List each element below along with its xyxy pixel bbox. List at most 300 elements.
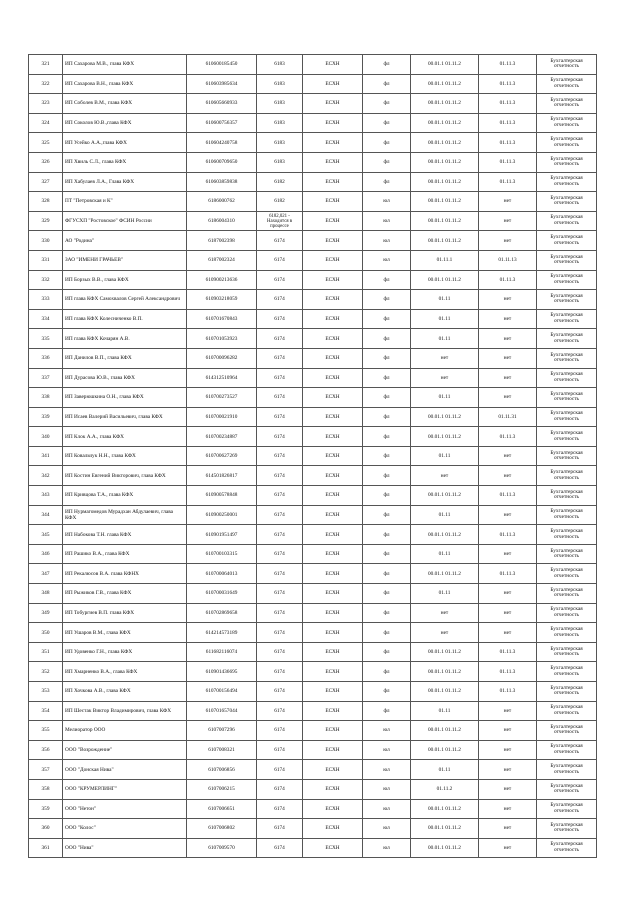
tax-regime-cell: ЕСХН <box>303 721 363 741</box>
inn-cell: 6187002398 <box>187 231 257 251</box>
table-row <box>29 211 597 231</box>
reporting-cell: Бухгалтерская отчетность <box>537 505 597 525</box>
organization-name-cell: ИП Сахарова В.Н., глава КФХ <box>63 74 187 94</box>
code-cell: 6183 <box>257 113 303 133</box>
code-cell: 6174 <box>257 466 303 486</box>
okved-secondary-cell: нет <box>479 623 537 643</box>
reporting-cell: Бухгалтерская отчетность <box>537 779 597 799</box>
inn-cell: 610701657044 <box>187 701 257 721</box>
code-cell: 6174 <box>257 662 303 682</box>
reporting-cell: Бухгалтерская отчетность <box>537 113 597 133</box>
tax-regime-cell: ЕСХН <box>303 662 363 682</box>
organization-name-cell: ИП Рашико В.А., глава КФХ <box>63 544 187 564</box>
tax-regime-cell: ЕСХН <box>303 172 363 192</box>
okved-secondary-cell: нет <box>479 211 537 231</box>
inn-cell: 610700234887 <box>187 427 257 447</box>
inn-cell: 611682116074 <box>187 642 257 662</box>
entity-type-cell: фл <box>363 329 411 349</box>
okved-secondary-cell: нет <box>479 779 537 799</box>
row-number-cell: 332 <box>29 270 63 290</box>
tax-regime-cell: ЕСХН <box>303 250 363 270</box>
okved-secondary-cell: 01.11.3 <box>479 55 537 75</box>
okved-cell: 01.11.1 <box>411 250 479 270</box>
okved-cell: 01.11 <box>411 701 479 721</box>
okved-cell: 00.01.1 01.11.2 <box>411 799 479 819</box>
row-number-cell: 345 <box>29 525 63 545</box>
code-cell: 6174 <box>257 701 303 721</box>
entity-type-cell: юл <box>363 192 411 212</box>
code-cell: 6174 <box>257 838 303 858</box>
reporting-cell: Бухгалтерская отчетность <box>537 270 597 290</box>
code-cell: 6182,021 - Находится в процессе <box>257 211 303 231</box>
organization-name-cell: ООО "Нива" <box>63 838 187 858</box>
okved-cell: 00.01.1 01.11.2 <box>411 94 479 114</box>
code-cell: 6174 <box>257 544 303 564</box>
tax-regime-cell: ЕСХН <box>303 192 363 212</box>
entity-type-cell: фл <box>363 486 411 506</box>
table-row <box>29 270 597 290</box>
code-cell: 6174 <box>257 721 303 741</box>
inn-cell: 610700273527 <box>187 388 257 408</box>
inn-cell: 6107006651 <box>187 799 257 819</box>
okved-secondary-cell: нет <box>479 192 537 212</box>
inn-cell: 610700064013 <box>187 564 257 584</box>
organization-name-cell: ФГУСХП "Ростовское" ФСИН России <box>63 211 187 231</box>
table-row <box>29 486 597 506</box>
okved-secondary-cell: 01.11.3 <box>479 564 537 584</box>
table-row <box>29 623 597 643</box>
code-cell: 6174 <box>257 642 303 662</box>
okved-secondary-cell: нет <box>479 368 537 388</box>
inn-cell: 6107007296 <box>187 721 257 741</box>
organization-name-cell: ИП Клок А.А., глава КФХ <box>63 427 187 447</box>
okved-secondary-cell: нет <box>479 446 537 466</box>
entity-type-cell: фл <box>363 564 411 584</box>
okved-secondary-cell: нет <box>479 603 537 623</box>
reporting-cell: Бухгалтерская отчетность <box>537 348 597 368</box>
reporting-cell: Бухгалтерская отчетность <box>537 662 597 682</box>
tax-regime-cell: ЕСХН <box>303 525 363 545</box>
okved-cell: 01.11 <box>411 544 479 564</box>
tax-regime-cell: ЕСХН <box>303 701 363 721</box>
okved-secondary-cell: нет <box>479 348 537 368</box>
code-cell: 6174 <box>257 388 303 408</box>
okved-secondary-cell: нет <box>479 290 537 310</box>
entity-type-cell: юл <box>363 250 411 270</box>
okved-secondary-cell: 01.11.3 <box>479 152 537 172</box>
okved-secondary-cell: 01.11.3 <box>479 662 537 682</box>
okved-cell: нет <box>411 623 479 643</box>
table-row <box>29 662 597 682</box>
inn-cell: 6107008321 <box>187 740 257 760</box>
code-cell: 6183 <box>257 94 303 114</box>
entity-type-cell: фл <box>363 55 411 75</box>
inn-cell: 610600709650 <box>187 152 257 172</box>
organization-name-cell: ИП Нурмагомедов Мурадхан Абдулаевич, глава КФХ <box>63 505 187 525</box>
table-row <box>29 290 597 310</box>
code-cell: 6174 <box>257 250 303 270</box>
okved-secondary-cell: 01.11.3 <box>479 642 537 662</box>
organization-name-cell: ООО "КРУМЕРЛИНГ" <box>63 779 187 799</box>
okved-cell: 00.01.1 01.11.2 <box>411 113 479 133</box>
table-row <box>29 505 597 525</box>
organization-name-cell: ООО "Донская Нива" <box>63 760 187 780</box>
entity-type-cell: фл <box>363 309 411 329</box>
entity-type-cell: юл <box>363 211 411 231</box>
inn-cell: 610700156494 <box>187 682 257 702</box>
inn-cell: 6107009570 <box>187 838 257 858</box>
code-cell: 6174 <box>257 603 303 623</box>
table-row <box>29 329 597 349</box>
entity-type-cell: фл <box>363 505 411 525</box>
entity-type-cell: фл <box>363 407 411 427</box>
entity-type-cell: фл <box>363 525 411 545</box>
okved-cell: нет <box>411 603 479 623</box>
table-row <box>29 407 597 427</box>
code-cell: 6174 <box>257 368 303 388</box>
tax-regime-cell: ЕСХН <box>303 231 363 251</box>
row-number-cell: 328 <box>29 192 63 212</box>
inn-cell: 610701670843 <box>187 309 257 329</box>
inn-cell: 6107006802 <box>187 819 257 839</box>
row-number-cell: 350 <box>29 623 63 643</box>
organization-name-cell: ИП Костин Евгений Викторович, глава КФХ <box>63 466 187 486</box>
inn-cell: 610700103315 <box>187 544 257 564</box>
okved-secondary-cell: нет <box>479 819 537 839</box>
reporting-cell: Бухгалтерская отчетность <box>537 55 597 75</box>
okved-secondary-cell: 01.11.3 <box>479 427 537 447</box>
inn-cell: 610603985634 <box>187 74 257 94</box>
okved-secondary-cell: нет <box>479 760 537 780</box>
entity-type-cell: фл <box>363 348 411 368</box>
organization-name-cell: ИП Усейко А.А.,глава КФХ <box>63 133 187 153</box>
okved-cell: 01.11 <box>411 290 479 310</box>
table-row <box>29 74 597 94</box>
okved-secondary-cell: нет <box>479 309 537 329</box>
code-cell: 6183 <box>257 152 303 172</box>
okved-cell: 00.01.1 01.11.2 <box>411 172 479 192</box>
okved-secondary-cell: 01.11.3 <box>479 486 537 506</box>
code-cell: 6182 <box>257 172 303 192</box>
okved-cell: 00.01.1 01.11.2 <box>411 682 479 702</box>
reporting-cell: Бухгалтерская отчетность <box>537 642 597 662</box>
okved-cell: 01.11 <box>411 388 479 408</box>
code-cell: 6174 <box>257 427 303 447</box>
reporting-cell: Бухгалтерская отчетность <box>537 309 597 329</box>
organization-name-cell: ИП Хочкова А.В., глава КФХ <box>63 682 187 702</box>
code-cell: 6174 <box>257 486 303 506</box>
table-row <box>29 368 597 388</box>
okved-cell: 00.01.1 01.11.2 <box>411 819 479 839</box>
inn-cell: 6107006215 <box>187 779 257 799</box>
entity-type-cell: фл <box>363 544 411 564</box>
okved-secondary-cell: нет <box>479 740 537 760</box>
code-cell: 6174 <box>257 819 303 839</box>
okved-cell: нет <box>411 368 479 388</box>
entity-type-cell: фл <box>363 662 411 682</box>
row-number-cell: 331 <box>29 250 63 270</box>
table-row <box>29 427 597 447</box>
okved-secondary-cell: нет <box>479 505 537 525</box>
okved-cell: 00.01.1 01.11.2 <box>411 427 479 447</box>
code-cell: 6174 <box>257 309 303 329</box>
row-number-cell: 321 <box>29 55 63 75</box>
entity-type-cell: фл <box>363 368 411 388</box>
reporting-cell: Бухгалтерская отчетность <box>537 838 597 858</box>
row-number-cell: 324 <box>29 113 63 133</box>
table-row <box>29 94 597 114</box>
okved-cell: 00.01.1 01.11.2 <box>411 525 479 545</box>
entity-type-cell: фл <box>363 172 411 192</box>
okved-cell: 00.01.1 01.11.2 <box>411 721 479 741</box>
row-number-cell: 334 <box>29 309 63 329</box>
code-cell: 6174 <box>257 564 303 584</box>
entity-type-cell: фл <box>363 701 411 721</box>
tax-regime-cell: ЕСХН <box>303 486 363 506</box>
row-number-cell: 352 <box>29 662 63 682</box>
tax-regime-cell: ЕСХН <box>303 133 363 153</box>
row-number-cell: 349 <box>29 603 63 623</box>
organization-name-cell: ИП Данилов В.П., глава КФХ <box>63 348 187 368</box>
table-row <box>29 779 597 799</box>
okved-secondary-cell: нет <box>479 544 537 564</box>
code-cell: 6174 <box>257 407 303 427</box>
entity-type-cell: юл <box>363 838 411 858</box>
okved-cell: 00.01.1 01.11.2 <box>411 486 479 506</box>
organization-name-cell: ИП Хабулаев Л.А., Глава КФХ <box>63 172 187 192</box>
reporting-cell: Бухгалтерская отчетность <box>537 94 597 114</box>
row-number-cell: 339 <box>29 407 63 427</box>
code-cell: 6174 <box>257 682 303 702</box>
code-cell: 6174 <box>257 270 303 290</box>
organization-name-cell: ИП Сахарова М.В., глава КФХ <box>63 55 187 75</box>
okved-cell: 00.01.1 01.11.2 <box>411 270 479 290</box>
reporting-cell: Бухгалтерская отчетность <box>537 721 597 741</box>
reporting-cell: Бухгалтерская отчетность <box>537 760 597 780</box>
organization-name-cell: ИП Ковальчук Н.Н., глава КФХ <box>63 446 187 466</box>
organization-name-cell: ИП Соколов Ю.В.,глава КФХ <box>63 113 187 133</box>
table-row <box>29 250 597 270</box>
entity-type-cell: фл <box>363 388 411 408</box>
entity-type-cell: юл <box>363 721 411 741</box>
tax-regime-cell: ЕСХН <box>303 55 363 75</box>
organization-name-cell: ЗАО "ИМЕНИ ГРАЧЬЕВ" <box>63 250 187 270</box>
reporting-cell: Бухгалтерская отчетность <box>537 486 597 506</box>
row-number-cell: 338 <box>29 388 63 408</box>
code-cell: 6174 <box>257 348 303 368</box>
okved-cell: 01.11 <box>411 446 479 466</box>
row-number-cell: 330 <box>29 231 63 251</box>
organization-name-cell: ИП Хвиль С.Л., глава КФХ <box>63 152 187 172</box>
inn-cell: 6107006856 <box>187 760 257 780</box>
inn-cell: 610901951497 <box>187 525 257 545</box>
code-cell: 6174 <box>257 779 303 799</box>
entity-type-cell: фл <box>363 642 411 662</box>
okved-cell: 00.01.1 01.11.2 <box>411 642 479 662</box>
inn-cell: 614501826817 <box>187 466 257 486</box>
entity-type-cell: фл <box>363 113 411 133</box>
inn-cell: 610700031649 <box>187 584 257 604</box>
reporting-cell: Бухгалтерская отчетность <box>537 368 597 388</box>
row-number-cell: 323 <box>29 94 63 114</box>
organization-name-cell: ИП Удовенко Г.Н., глава КФХ <box>63 642 187 662</box>
entity-type-cell: юл <box>363 779 411 799</box>
okved-secondary-cell: нет <box>479 466 537 486</box>
entity-type-cell: фл <box>363 152 411 172</box>
entity-type-cell: юл <box>363 740 411 760</box>
organization-name-cell: ИП Набокова Т.Н. глава КФХ <box>63 525 187 545</box>
tax-regime-cell: ЕСХН <box>303 603 363 623</box>
entity-type-cell: фл <box>363 623 411 643</box>
row-number-cell: 326 <box>29 152 63 172</box>
okved-cell: 00.01.1 01.11.2 <box>411 564 479 584</box>
okved-secondary-cell: нет <box>479 388 537 408</box>
reporting-cell: Бухгалтерская отчетность <box>537 152 597 172</box>
tax-regime-cell: ЕСХН <box>303 838 363 858</box>
okved-secondary-cell: 01.11.3 <box>479 133 537 153</box>
reporting-cell: Бухгалтерская отчетность <box>537 544 597 564</box>
okved-secondary-cell: нет <box>479 721 537 741</box>
reporting-cell: Бухгалтерская отчетность <box>537 603 597 623</box>
okved-secondary-cell: 01.11.3 <box>479 525 537 545</box>
tax-regime-cell: ЕСХН <box>303 113 363 133</box>
organization-name-cell: Мелиоратор ООО <box>63 721 187 741</box>
code-cell: 6174 <box>257 584 303 604</box>
reporting-cell: Бухгалтерская отчетность <box>537 250 597 270</box>
inn-cell: 6186000762 <box>187 192 257 212</box>
reporting-cell: Бухгалтерская отчетность <box>537 740 597 760</box>
okved-secondary-cell: нет <box>479 231 537 251</box>
row-number-cell: 348 <box>29 584 63 604</box>
tax-regime-cell: ЕСХН <box>303 682 363 702</box>
row-number-cell: 354 <box>29 701 63 721</box>
okved-secondary-cell: нет <box>479 701 537 721</box>
reporting-cell: Бухгалтерская отчетность <box>537 192 597 212</box>
table-row <box>29 544 597 564</box>
table-row <box>29 564 597 584</box>
organization-name-cell: ИП Исаев Валерий Васильевич, глава КФХ <box>63 407 187 427</box>
table-row <box>29 760 597 780</box>
tax-regime-cell: ЕСХН <box>303 407 363 427</box>
okved-secondary-cell: 01.11.3 <box>479 113 537 133</box>
entity-type-cell: юл <box>363 231 411 251</box>
row-number-cell: 353 <box>29 682 63 702</box>
organization-name-cell: ИП глава КФХ Самохвалов Сергей Александрович <box>63 290 187 310</box>
tax-regime-cell: ЕСХН <box>303 348 363 368</box>
organization-name-cell: ИП Рекалюсов В.А. глава КФНХ <box>63 564 187 584</box>
tax-regime-cell: ЕСХН <box>303 329 363 349</box>
table-row <box>29 348 597 368</box>
okved-secondary-cell: нет <box>479 799 537 819</box>
organization-name-cell: ПТ "Петровская и К" <box>63 192 187 212</box>
okved-cell: 00.01.1 01.11.2 <box>411 133 479 153</box>
tax-regime-cell: ЕСХН <box>303 388 363 408</box>
organization-name-cell: ИП Тобургиев В.П. глава КФХ <box>63 603 187 623</box>
okved-cell: 00.01.1 01.11.2 <box>411 231 479 251</box>
reporting-cell: Бухгалтерская отчетность <box>537 799 597 819</box>
inn-cell: 610603859838 <box>187 172 257 192</box>
tax-regime-cell: ЕСХН <box>303 799 363 819</box>
organization-name-cell: ИП Рыжиков Г.В., глава КФХ <box>63 584 187 604</box>
okved-cell: 01.11 <box>411 584 479 604</box>
inn-cell: 610604240758 <box>187 133 257 153</box>
tax-regime-cell: ЕСХН <box>303 466 363 486</box>
entity-type-cell: фл <box>363 290 411 310</box>
tax-regime-cell: ЕСХН <box>303 779 363 799</box>
tax-regime-cell: ЕСХН <box>303 152 363 172</box>
organization-name-cell: ИП Ушаров В.М., глава КФХ <box>63 623 187 643</box>
row-number-cell: 360 <box>29 819 63 839</box>
table-row <box>29 192 597 212</box>
inn-cell: 610900578848 <box>187 486 257 506</box>
row-number-cell: 346 <box>29 544 63 564</box>
okved-cell: 00.01.1 01.11.2 <box>411 74 479 94</box>
row-number-cell: 325 <box>29 133 63 153</box>
organization-name-cell: ИП Шестак Виктор Владимирович, глава КФХ <box>63 701 187 721</box>
table-row <box>29 172 597 192</box>
table-row <box>29 603 597 623</box>
row-number-cell: 327 <box>29 172 63 192</box>
tax-regime-cell: ЕСХН <box>303 623 363 643</box>
table-row <box>29 152 597 172</box>
table-row <box>29 388 597 408</box>
code-cell: 6174 <box>257 446 303 466</box>
entity-type-cell: фл <box>363 584 411 604</box>
organization-name-cell: ИП Хмарненко В.А., глава КФХ <box>63 662 187 682</box>
code-cell: 6174 <box>257 760 303 780</box>
code-cell: 6174 <box>257 623 303 643</box>
reporting-cell: Бухгалтерская отчетность <box>537 407 597 427</box>
code-cell: 6174 <box>257 799 303 819</box>
inn-cell: 6187002324 <box>187 250 257 270</box>
table-row <box>29 466 597 486</box>
reporting-cell: Бухгалтерская отчетность <box>537 682 597 702</box>
reporting-cell: Бухгалтерская отчетность <box>537 819 597 839</box>
organization-name-cell: ООО "Нетон" <box>63 799 187 819</box>
reporting-cell: Бухгалтерская отчетность <box>537 231 597 251</box>
inn-cell: 610605660933 <box>187 94 257 114</box>
okved-cell: 01.11 <box>411 309 479 329</box>
row-number-cell: 347 <box>29 564 63 584</box>
row-number-cell: 356 <box>29 740 63 760</box>
row-number-cell: 335 <box>29 329 63 349</box>
okved-secondary-cell: 01.11.3 <box>479 270 537 290</box>
code-cell: 6174 <box>257 329 303 349</box>
organization-name-cell: ИП глава КФХ Колесниченко В.П. <box>63 309 187 329</box>
row-number-cell: 333 <box>29 290 63 310</box>
table-row <box>29 584 597 604</box>
row-number-cell: 358 <box>29 779 63 799</box>
entity-type-cell: юл <box>363 799 411 819</box>
entity-type-cell: фл <box>363 94 411 114</box>
table-row <box>29 113 597 133</box>
okved-cell: 01.11 <box>411 760 479 780</box>
entity-type-cell: юл <box>363 819 411 839</box>
registry-table <box>28 54 597 858</box>
table-row <box>29 525 597 545</box>
tax-regime-cell: ЕСХН <box>303 446 363 466</box>
inn-cell: 610900213636 <box>187 270 257 290</box>
table-row <box>29 838 597 858</box>
okved-secondary-cell: нет <box>479 329 537 349</box>
tax-regime-cell: ЕСХН <box>303 740 363 760</box>
okved-cell: 00.01.1 01.11.2 <box>411 740 479 760</box>
code-cell: 6174 <box>257 290 303 310</box>
tax-regime-cell: ЕСХН <box>303 270 363 290</box>
code-cell: 6182 <box>257 192 303 212</box>
row-number-cell: 359 <box>29 799 63 819</box>
reporting-cell: Бухгалтерская отчетность <box>537 388 597 408</box>
